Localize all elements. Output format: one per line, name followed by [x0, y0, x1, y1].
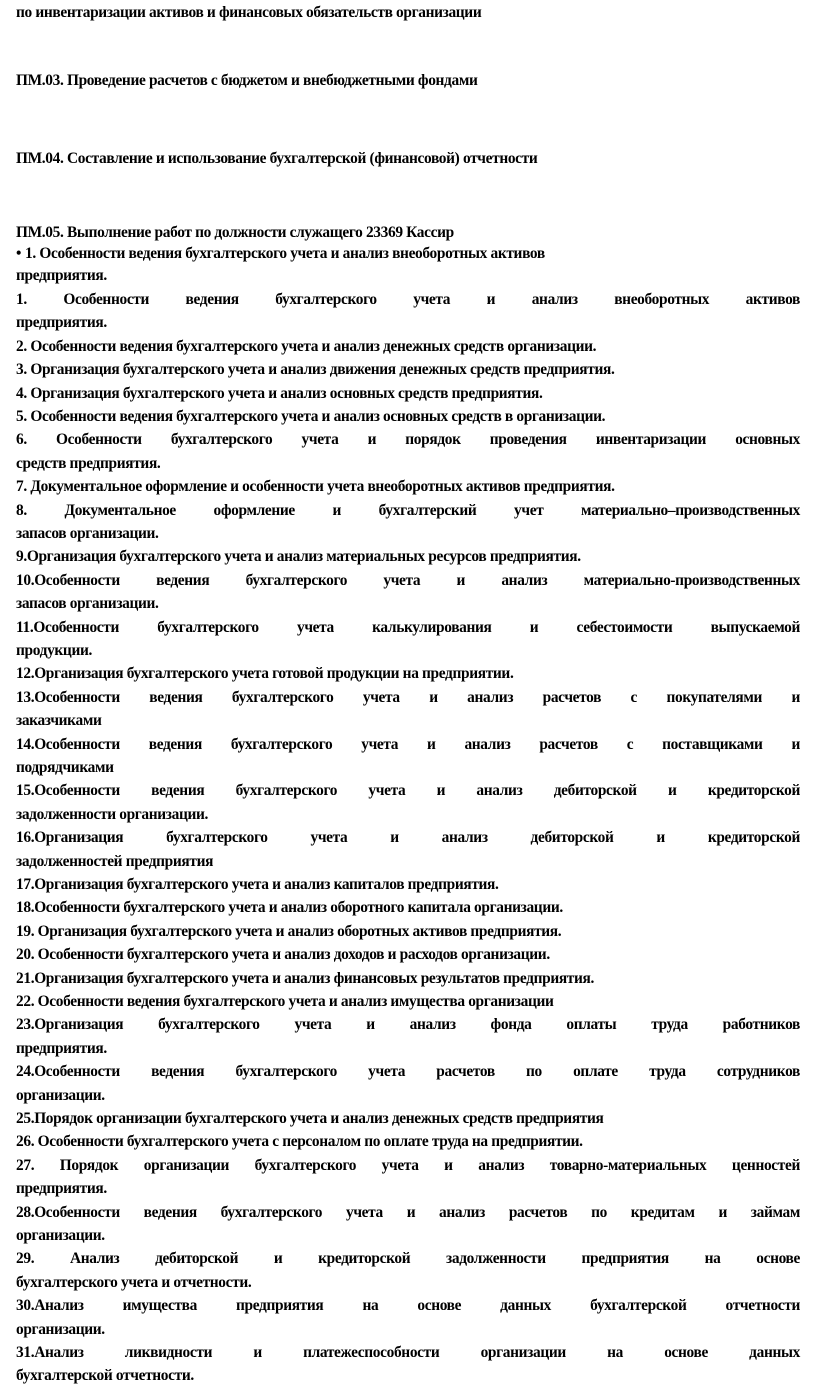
topic-item: 31.Анализ ликвидности и платежеспособности организации на основе данных [16, 1344, 800, 1361]
topic-item-continuation: предприятия. [16, 314, 107, 331]
topic-item: 8. Документальное оформление и бухгалтерский учет материально–производственных [16, 502, 800, 519]
topic-item-continuation: продукции. [16, 642, 92, 659]
topic-item: 17.Организация бухгалтерского учета и анализ капиталов предприятия. [16, 876, 499, 893]
topic-item: 14.Особенности ведения бухгалтерского учета и анализ расчетов с поставщиками и [16, 736, 800, 753]
topic-item-continuation: средств предприятия. [16, 455, 161, 472]
topic-item-continuation: организации. [16, 1227, 105, 1244]
topic-item: 30.Анализ имущества предприятия на основе данных бухгалтерской отчетности [16, 1297, 800, 1314]
topic-item: 23.Организация бухгалтерского учета и анализ фонда оплаты труда работников [16, 1016, 800, 1033]
topic-item: 16.Организация бухгалтерского учета и анализ дебиторской и кредиторской [16, 829, 800, 846]
topic-item: 11.Особенности бухгалтерского учета калькулирования и себестоимости выпускаемой [16, 619, 800, 636]
topic-item: 22. Особенности ведения бухгалтерского учета и анализ имущества организации [16, 993, 554, 1010]
topic-item-continuation: запасов организации. [16, 595, 159, 612]
topic-item-continuation: задолженностей предприятия [16, 853, 214, 870]
topic-item-continuation: организации. [16, 1321, 105, 1338]
topic-item: 5. Особенности ведения бухгалтерского учета и анализ основных средств в организации. [16, 408, 606, 425]
topic-item: 15.Особенности ведения бухгалтерского учета и анализ дебиторской и кредиторской [16, 782, 800, 799]
topic-item: 4. Организация бухгалтерского учета и анализ основных средств предприятия. [16, 385, 543, 402]
topic-item-continuation: бухгалтерского учета и отчетности. [16, 1274, 252, 1291]
topic-item: 27. Порядок организации бухгалтерского учета и анализ товарно-материальных ценностей [16, 1157, 800, 1174]
bullet-item-text: 1. Особенности ведения бухгалтерского учета и анализ внеоборотных активов [25, 245, 545, 262]
topic-item-continuation: бухгалтерской отчетности. [16, 1367, 194, 1384]
topic-item: 24.Особенности ведения бухгалтерского учета расчетов по оплате труда сотрудников [16, 1063, 800, 1080]
topic-item: 12.Организация бухгалтерского учета готовой продукции на предприятии. [16, 665, 514, 682]
topic-item-continuation: подрядчиками [16, 759, 114, 776]
topic-item-continuation: предприятия. [16, 1180, 107, 1197]
topic-item: 13.Особенности ведения бухгалтерского учета и анализ расчетов с покупателями и [16, 689, 800, 706]
topic-item-continuation: задолженности организации. [16, 806, 209, 823]
topic-item: 25.Порядок организации бухгалтерского учета и анализ денежных средств предприятия [16, 1110, 604, 1127]
topic-item: 1. Особенности ведения бухгалтерского учета и анализ внеоборотных активов [16, 291, 800, 308]
topic-item: 29. Анализ дебиторской и кредиторской задолженности предприятия на основе [16, 1250, 800, 1267]
bullet-icon: • [16, 245, 22, 262]
topic-item: 9.Организация бухгалтерского учета и анализ материальных ресурсов предприятия. [16, 548, 581, 565]
bullet-item-continuation: предприятия. [16, 267, 107, 284]
module-heading-pm03: ПМ.03. Проведение расчетов с бюджетом и внебюджетными фондами [16, 72, 478, 89]
topic-item: 21.Организация бухгалтерского учета и анализ финансовых результатов предприятия. [16, 970, 595, 987]
topic-item-continuation: организации. [16, 1087, 105, 1104]
topic-item: 3. Организация бухгалтерского учета и анализ движения денежных средств предприятия. [16, 361, 615, 378]
bullet-item [16, 245, 545, 263]
topic-item: 19. Организация бухгалтерского учета и анализ оборотных активов предприятия. [16, 923, 562, 940]
topic-item-continuation: предприятия. [16, 1040, 107, 1057]
topic-item: 6. Особенности бухгалтерского учета и порядок проведения инвентаризации основных [16, 431, 800, 448]
heading-line: по инвентаризации активов и финансовых обязательств организации [16, 4, 482, 21]
topic-item: 10.Особенности ведения бухгалтерского учета и анализ материально-производственных [16, 572, 800, 589]
topic-item-continuation: запасов организации. [16, 525, 159, 542]
topic-item: 26. Особенности бухгалтерского учета с персоналом по оплате труда на предприятии. [16, 1133, 583, 1150]
module-heading-pm04: ПМ.04. Составление и использование бухгалтерской (финансовой) отчетности [16, 150, 538, 167]
topic-item: 28.Особенности ведения бухгалтерского учета и анализ расчетов по кредитам и займам [16, 1204, 800, 1221]
topic-item-continuation: заказчиками [16, 712, 102, 729]
topic-item: 18.Особенности бухгалтерского учета и анализ оборотного капитала организации. [16, 899, 563, 916]
module-heading-pm05: ПМ.05. Выполнение работ по должности служащего 23369 Кассир [16, 224, 454, 241]
topic-item: 7. Документальное оформление и особенности учета внеоборотных активов предприятия. [16, 478, 615, 495]
topic-item: 20. Особенности бухгалтерского учета и анализ доходов и расходов организации. [16, 946, 550, 963]
topic-item: 2. Особенности ведения бухгалтерского учета и анализ денежных средств организации. [16, 338, 597, 355]
